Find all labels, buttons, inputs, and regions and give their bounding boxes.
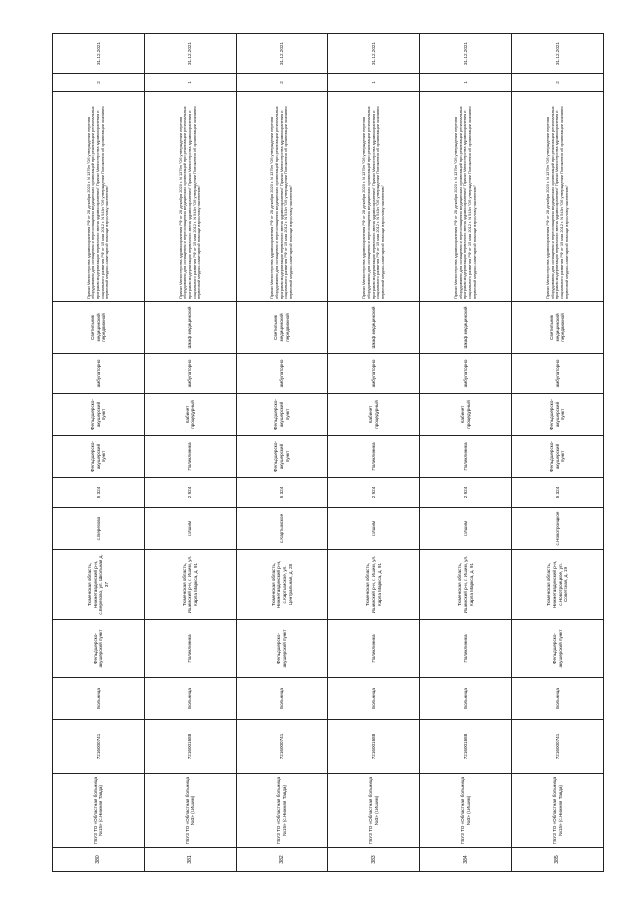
subdivision-cell: Поликлиника bbox=[328, 436, 420, 478]
locality-cell: с.Березово bbox=[53, 508, 145, 550]
subdivision-cell: Фельдшерско-акушерский пункт bbox=[512, 436, 604, 478]
organization-name-cell: ГБУЗ ТО «Областная больница №15» (с.Нижняя Тавда) bbox=[53, 774, 145, 848]
legal-basis-cell: Приказ Министерства здравоохранения РФ от 28 декабря 2020 г. N 1379н "Об утверждении перечня оборудования для оснащения и переоснащения медицинских организаций при реализации региональных программ модернизации первичного звена здравоохранения" Приказ Министерства здравоохранения и социального развития РФ от 15 мая 2012 г. N 543н "Об утверждении Положения об организации оказания первичной медико-санитарной помощи взрослому населению" bbox=[328, 92, 420, 302]
legal-basis-cell: Приказ Министерства здравоохранения РФ от 28 декабря 2020 г. N 1379н "Об утверждении перечня оборудования для оснащения и переоснащения медицинских организаций при реализации региональных программ модернизации первичного звена здравоохранения" Приказ Министерства здравоохранения и социального развития РФ от 15 мая 2012 г. N 543н "Об утверждении Положения об организации оказания первичной медико-санитарной помощи взрослому населению" bbox=[144, 92, 236, 302]
room-name-cell: Фельдшерско-акушерский пункт bbox=[236, 394, 328, 436]
room-name-cell: Кабинет процедурный bbox=[328, 394, 420, 436]
inn-code-cell: 7216000741 bbox=[236, 720, 328, 774]
legal-basis-cell: Приказ Министерства здравоохранения РФ от 28 декабря 2020 г. N 1379н "Об утверждении перечня оборудования для оснащения и переоснащения медицинских организаций при реализации региональных программ модернизации первичного звена здравоохранения" Приказ Министерства здравоохранения и социального развития РФ от 15 мая 2012 г. N 543н "Об утверждении Положения об организации оказания первичной медико-санитарной помощи взрослому населению" bbox=[512, 92, 604, 302]
due-date-cell: 31.12.2021 bbox=[53, 34, 145, 74]
address-cell: Тюменская область, Нижнетавдинский р-н, с.Новотроицкое, ул. Советская, д. 19 bbox=[512, 550, 604, 620]
facility-type-cell: Больница bbox=[420, 678, 512, 720]
facility-type-cell: Больница bbox=[144, 678, 236, 720]
due-date-cell: 31.12.2021 bbox=[512, 34, 604, 74]
room-name-cell: Фельдшерско-акушерский пункт bbox=[53, 394, 145, 436]
structural-unit-cell: Фельдшерско-акушерский пункт bbox=[53, 620, 145, 678]
organization-name-cell: ГБУЗ ТО «Областная больница №15» (с.Нижняя Тавда) bbox=[512, 774, 604, 848]
locality-cell: г.Ишим bbox=[144, 508, 236, 550]
due-date-cell: 31.12.2021 bbox=[328, 34, 420, 74]
inn-code-cell: 7216001688 bbox=[144, 720, 236, 774]
row-number-cell: 382 bbox=[236, 848, 328, 872]
care-condition-cell: амбулаторно bbox=[512, 354, 604, 394]
organization-name-cell: ГБУЗ ТО «Областная больница №3» (г.Ишим) bbox=[328, 774, 420, 848]
address-cell: Тюменская область, Ишимский р-н, г. Ишим, ул. Карла Маркса, д. 91 bbox=[144, 550, 236, 620]
table-row bbox=[512, 34, 604, 872]
location-code-cell: 5 324 bbox=[512, 478, 604, 508]
locality-cell: с.Картымское bbox=[236, 508, 328, 550]
row-number-cell: 385 bbox=[512, 848, 604, 872]
structural-unit-cell: Поликлиника bbox=[328, 620, 420, 678]
organization-name-cell: ГБУЗ ТО «Областная больница №15» (с.Нижняя Тавда) bbox=[236, 774, 328, 848]
table-row bbox=[53, 34, 145, 872]
facility-type-cell: Больница bbox=[53, 678, 145, 720]
equipment-name-cell: Светильник медицинский передвижной bbox=[53, 302, 145, 354]
location-code-cell: 2 924 bbox=[144, 478, 236, 508]
room-name-cell: Фельдшерско-акушерский пункт bbox=[512, 394, 604, 436]
facility-type-cell: Больница bbox=[512, 678, 604, 720]
structural-unit-cell: Фельдшерско-акушерский пункт bbox=[236, 620, 328, 678]
table-row bbox=[236, 34, 328, 872]
structural-unit-cell: Поликлиника bbox=[144, 620, 236, 678]
room-name-cell: Кабинет процедурный bbox=[420, 394, 512, 436]
subdivision-cell: Поликлиника bbox=[420, 436, 512, 478]
inn-code-cell: 7216000741 bbox=[53, 720, 145, 774]
care-condition-cell: амбулаторно bbox=[420, 354, 512, 394]
equipment-name-cell: Светильник медицинский передвижной bbox=[512, 302, 604, 354]
structural-unit-cell: Поликлиника bbox=[420, 620, 512, 678]
care-condition-cell: амбулаторно bbox=[328, 354, 420, 394]
quantity-cell: 2 bbox=[512, 74, 604, 92]
quantity-cell: 2 bbox=[53, 74, 145, 92]
legal-basis-cell: Приказ Министерства здравоохранения РФ от 28 декабря 2020 г. N 1379н "Об утверждении перечня оборудования для оснащения и переоснащения медицинских организаций при реализации региональных программ модернизации первичного звена здравоохранения" Приказ Министерства здравоохранения и социального развития РФ от 15 мая 2012 г. N 543н "Об утверждении Положения об организации оказания первичной медико-санитарной помощи взрослому населению" bbox=[236, 92, 328, 302]
due-date-cell: 31.12.2021 bbox=[236, 34, 328, 74]
equipment-table bbox=[52, 33, 604, 872]
organization-name-cell: ГБУЗ ТО «Областная больница №3» (г.Ишим) bbox=[420, 774, 512, 848]
address-cell: Тюменская область, Ишимский р-н, г. Ишим, ул. Карла Маркса, д. 91 bbox=[328, 550, 420, 620]
due-date-cell: 31.12.2021 bbox=[420, 34, 512, 74]
row-number-cell: 383 bbox=[328, 848, 420, 872]
address-cell: Тюменская область, Нижнетавдинский р-н, с.Березово, ул. Школьная д. 37 bbox=[53, 550, 145, 620]
quantity-cell: 1 bbox=[144, 74, 236, 92]
due-date-cell: 31.12.2021 bbox=[144, 34, 236, 74]
location-code-cell: 5 324 bbox=[53, 478, 145, 508]
inn-code-cell: 7216000741 bbox=[512, 720, 604, 774]
equipment-name-cell: Шкаф медицинский bbox=[144, 302, 236, 354]
quantity-cell: 1 bbox=[328, 74, 420, 92]
locality-cell: г.Ишим bbox=[420, 508, 512, 550]
table-row bbox=[328, 34, 420, 872]
equipment-name-cell: Шкаф медицинский bbox=[420, 302, 512, 354]
table-row bbox=[144, 34, 236, 872]
subdivision-cell: Поликлиника bbox=[144, 436, 236, 478]
locality-cell: г.Ишим bbox=[328, 508, 420, 550]
equipment-name-cell: Шкаф медицинский bbox=[328, 302, 420, 354]
legal-basis-cell: Приказ Министерства здравоохранения РФ от 28 декабря 2020 г. N 1379н "Об утверждении перечня оборудования для оснащения и переоснащения медицинских организаций при реализации региональных программ модернизации первичного звена здравоохранения" Приказ Министерства здравоохранения и социального развития РФ от 15 мая 2012 г. N 543н "Об утверждении Положения об организации оказания первичной медико-санитарной помощи взрослому населению" bbox=[53, 92, 145, 302]
room-name-cell: Кабинет процедурный bbox=[144, 394, 236, 436]
care-condition-cell: амбулаторно bbox=[144, 354, 236, 394]
address-cell: Тюменская область, Нижнетавдинский р-н, с.Картымское, ул. Центральная, д. 28 bbox=[236, 550, 328, 620]
care-condition-cell: амбулаторно bbox=[53, 354, 145, 394]
location-code-cell: 2 924 bbox=[420, 478, 512, 508]
scanned-page bbox=[52, 34, 604, 872]
address-cell: Тюменская область, Ишимский р-н, г. Ишим, ул. Карла Маркса, д. 91 bbox=[420, 550, 512, 620]
subdivision-cell: Фельдшерско-акушерский пункт bbox=[53, 436, 145, 478]
location-code-cell: 5 324 bbox=[236, 478, 328, 508]
quantity-cell: 1 bbox=[420, 74, 512, 92]
facility-type-cell: Больница bbox=[328, 678, 420, 720]
row-number-cell: 381 bbox=[144, 848, 236, 872]
rotated-table-wrapper bbox=[52, 34, 604, 872]
equipment-name-cell: Светильник медицинский передвижной bbox=[236, 302, 328, 354]
organization-name-cell: ГБУЗ ТО «Областная больница №3» (г.Ишим) bbox=[144, 774, 236, 848]
row-number-cell: 384 bbox=[420, 848, 512, 872]
legal-basis-cell: Приказ Министерства здравоохранения РФ от 28 декабря 2020 г. N 1379н "Об утверждении перечня оборудования для оснащения и переоснащения медицинских организаций при реализации региональных программ модернизации первичного звена здравоохранения" Приказ Министерства здравоохранения и социального развития РФ от 15 мая 2012 г. N 543н "Об утверждении Положения об организации оказания первичной медико-санитарной помощи взрослому населению" bbox=[420, 92, 512, 302]
structural-unit-cell: Фельдшерско-акушерский пункт bbox=[512, 620, 604, 678]
facility-type-cell: Больница bbox=[236, 678, 328, 720]
inn-code-cell: 7216001688 bbox=[328, 720, 420, 774]
subdivision-cell: Фельдшерско-акушерский пункт bbox=[236, 436, 328, 478]
care-condition-cell: амбулаторно bbox=[236, 354, 328, 394]
locality-cell: с.Новотроицкое bbox=[512, 508, 604, 550]
table-body bbox=[53, 34, 604, 872]
table-row bbox=[420, 34, 512, 872]
location-code-cell: 2 924 bbox=[328, 478, 420, 508]
inn-code-cell: 7216001688 bbox=[420, 720, 512, 774]
row-number-cell: 380 bbox=[53, 848, 145, 872]
quantity-cell: 2 bbox=[236, 74, 328, 92]
